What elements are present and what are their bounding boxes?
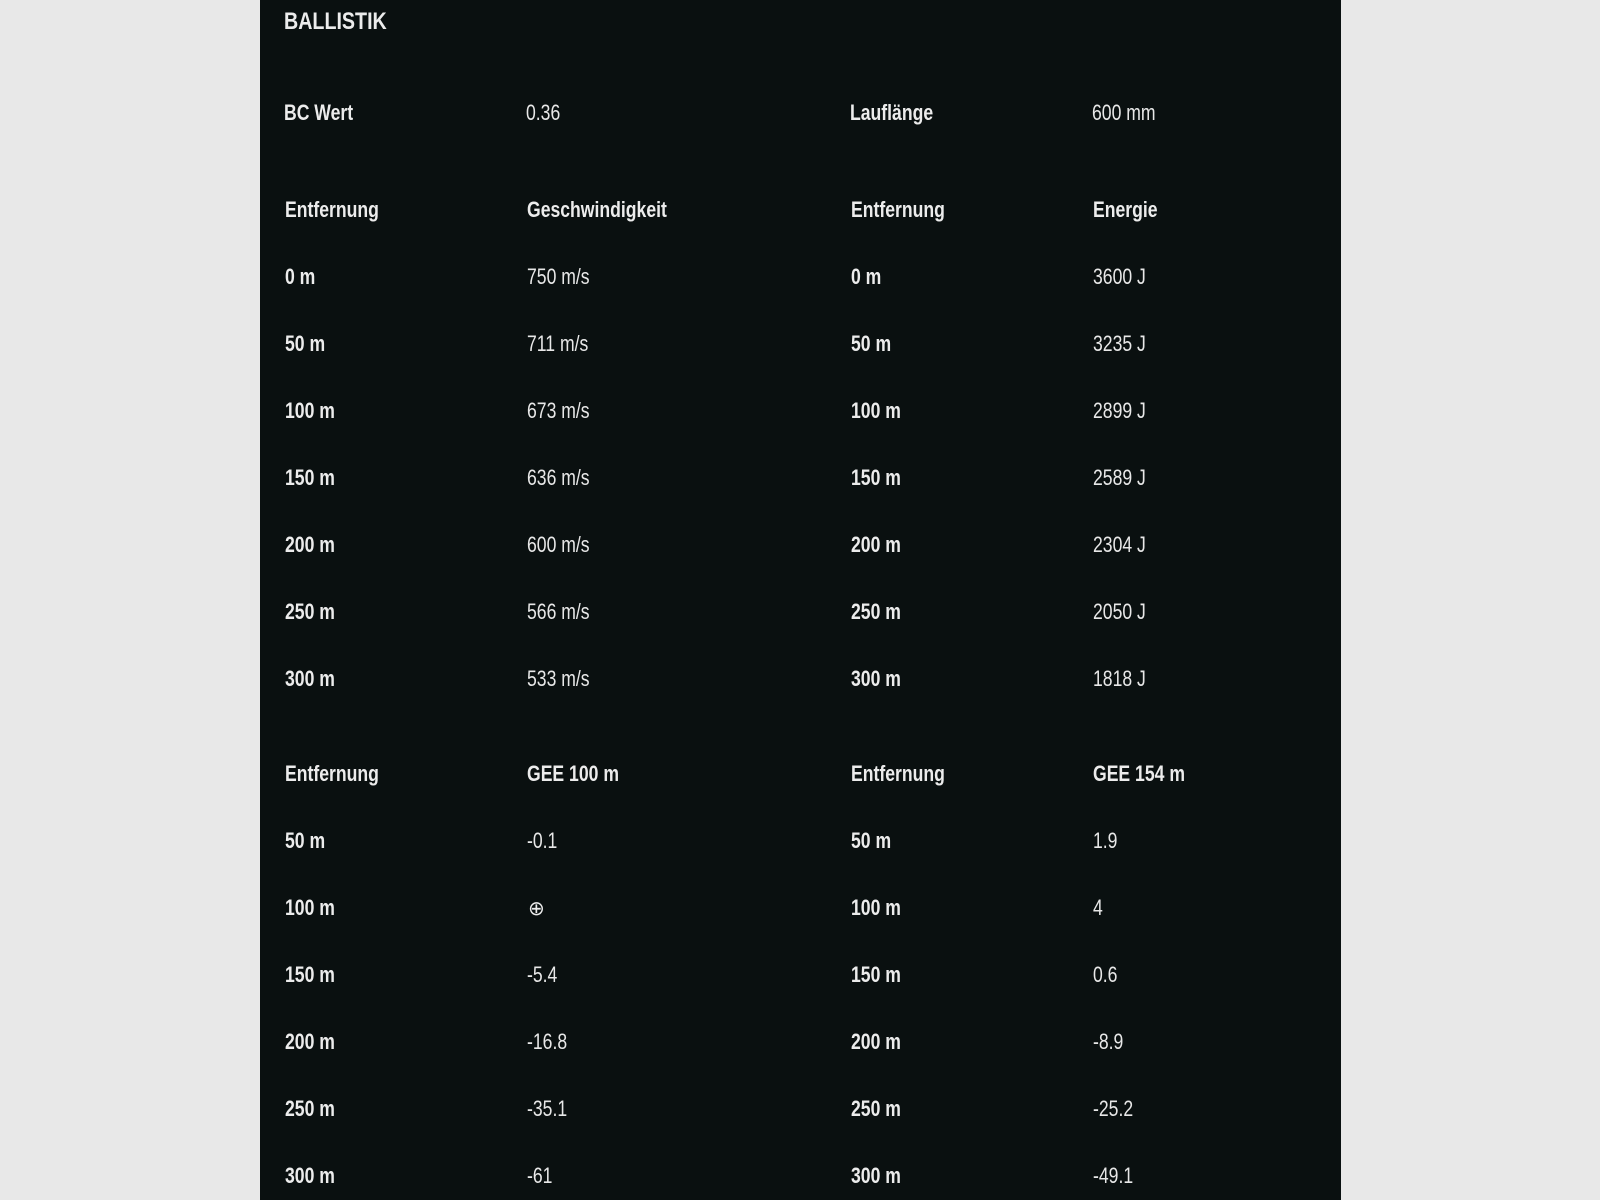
barrel-length-label: Lauflänge [850, 100, 934, 125]
gee154-row-distance: 50 m [851, 828, 892, 853]
energy-row-value: 3235 J [1093, 331, 1146, 356]
energy-row-value: 2899 J [1093, 398, 1146, 423]
gee154-row-distance: 150 m [851, 962, 901, 987]
zero-point-icon: ⊕ [528, 896, 545, 920]
gee154-row-value: -25.2 [1093, 1096, 1134, 1121]
barrel-length-value: 600 mm [1092, 100, 1156, 125]
velocity-row-distance: 0 m [285, 264, 316, 289]
velocity-row-distance: 250 m [285, 599, 335, 624]
energy-row-distance: 150 m [851, 465, 901, 490]
velocity-row-distance: 50 m [285, 331, 326, 356]
gee100-row-value: -5.4 [527, 962, 558, 987]
gee154-row-value: -49.1 [1093, 1163, 1134, 1188]
velocity-row-value: 673 m/s [527, 398, 590, 423]
section-title: BALLISTIK [284, 8, 387, 35]
energy-row-value: 3600 J [1093, 264, 1146, 289]
velocity-row-distance: 300 m [285, 666, 335, 691]
ballistics-panel [260, 0, 1341, 1200]
energy-row-value: 2050 J [1093, 599, 1146, 624]
velocity-row-value: 711 m/s [527, 331, 589, 356]
velocity-row-distance: 100 m [285, 398, 335, 423]
gee154-row-distance: 200 m [851, 1029, 901, 1054]
energy-row-value: 1818 J [1093, 666, 1146, 691]
velocity-row-distance: 200 m [285, 532, 335, 557]
velocity-header-value: Geschwindigkeit [527, 197, 667, 222]
gee154-row-value: 1.9 [1093, 828, 1118, 853]
gee100-row-distance: 300 m [285, 1163, 335, 1188]
gee100-row-distance: 100 m [285, 895, 335, 920]
gee154-row-distance: 100 m [851, 895, 901, 920]
energy-row-distance: 0 m [851, 264, 882, 289]
gee154-header-distance: Entfernung [851, 761, 945, 786]
velocity-row-value: 600 m/s [527, 532, 590, 557]
energy-header-distance: Entfernung [851, 197, 945, 222]
gee100-row-value: -0.1 [527, 828, 558, 853]
gee154-header-value: GEE 154 m [1093, 761, 1185, 786]
gee100-row-distance: 200 m [285, 1029, 335, 1054]
gee100-row-distance: 50 m [285, 828, 326, 853]
velocity-row-value: 566 m/s [527, 599, 590, 624]
gee100-row-distance: 250 m [285, 1096, 335, 1121]
energy-row-value: 2304 J [1093, 532, 1146, 557]
gee100-row-value: -16.8 [527, 1029, 568, 1054]
energy-row-value: 2589 J [1093, 465, 1146, 490]
gee154-row-value: 4 [1093, 895, 1103, 920]
energy-row-distance: 250 m [851, 599, 901, 624]
energy-row-distance: 100 m [851, 398, 901, 423]
velocity-row-value: 750 m/s [527, 264, 590, 289]
gee154-row-distance: 300 m [851, 1163, 901, 1188]
gee154-row-value: 0.6 [1093, 962, 1118, 987]
gee100-header-distance: Entfernung [285, 761, 379, 786]
energy-row-distance: 200 m [851, 532, 901, 557]
velocity-row-distance: 150 m [285, 465, 335, 490]
bc-label: BC Wert [284, 100, 354, 125]
gee100-row-distance: 150 m [285, 962, 335, 987]
gee100-row-value: -35.1 [527, 1096, 568, 1121]
gee100-header-value: GEE 100 m [527, 761, 619, 786]
gee154-row-value: -8.9 [1093, 1029, 1124, 1054]
gee100-row-value: -61 [527, 1163, 553, 1188]
velocity-row-value: 533 m/s [527, 666, 590, 691]
bc-value: 0.36 [526, 100, 561, 125]
gee154-row-distance: 250 m [851, 1096, 901, 1121]
energy-row-distance: 50 m [851, 331, 892, 356]
energy-header-value: Energie [1093, 197, 1158, 222]
energy-row-distance: 300 m [851, 666, 901, 691]
velocity-header-distance: Entfernung [285, 197, 379, 222]
velocity-row-value: 636 m/s [527, 465, 590, 490]
